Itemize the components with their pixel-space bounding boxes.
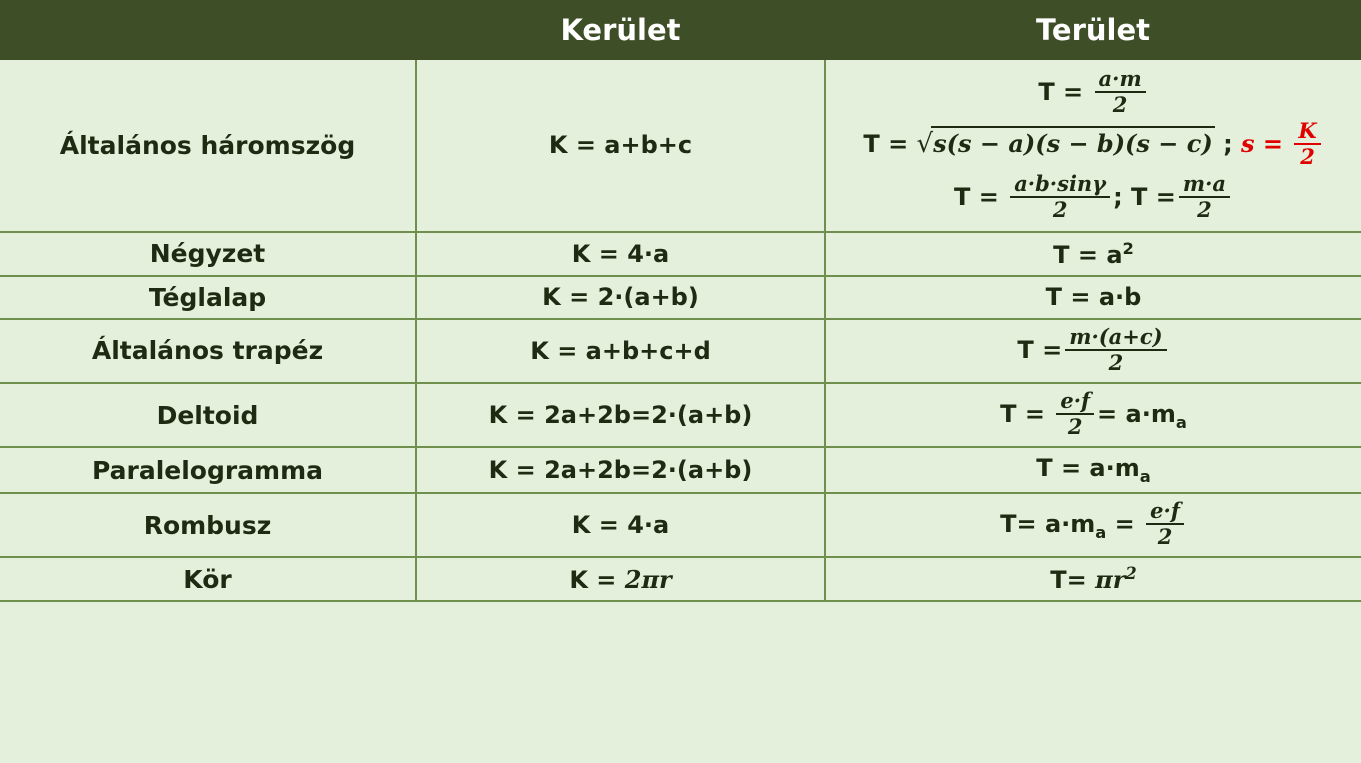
subscript-a: a	[1095, 523, 1107, 543]
fraction-absin-2	[1010, 172, 1110, 222]
table-row	[0, 493, 1361, 557]
table-row	[0, 319, 1361, 383]
fraction-numerator: m·a	[1179, 172, 1230, 198]
area-formula: $T = a^2$	[825, 232, 1361, 276]
fraction-am-2	[1095, 67, 1146, 117]
area-formula: $T= a\cdot m_a$ = $\frac{e\cdot f}{2}$	[825, 493, 1361, 557]
shape-name: Kör	[0, 557, 416, 601]
sqrt-icon: √	[916, 129, 934, 160]
symbol-T: T	[1053, 240, 1070, 269]
fraction-denominator: 2	[1197, 196, 1212, 222]
table-row	[0, 232, 1361, 276]
symbol-T: T	[863, 130, 880, 159]
symbol-T: T	[1038, 78, 1055, 107]
perimeter-formula: K = 2a+2b=2·(a+b)	[416, 447, 825, 493]
subscript-a: a	[1139, 467, 1151, 487]
symbol-T: T	[1000, 510, 1017, 539]
symbol-T: T	[1131, 182, 1148, 211]
fraction-denominator: 2	[1067, 414, 1083, 440]
area-formula: $T= \pi r^2$	[825, 557, 1361, 601]
pi-r-squared: πr	[1095, 565, 1126, 595]
radicand: s(s − a)(s − b)(s − c)	[931, 126, 1215, 158]
shape-name: Paralelogramma	[0, 447, 416, 493]
area-formula: T = $\frac{m\cdot(a+c)}{2}$	[825, 319, 1361, 383]
shape-name: Téglalap	[0, 276, 416, 319]
area-formula: $T = a\cdot m_a$	[825, 447, 1361, 493]
shape-name: Rombusz	[0, 493, 416, 557]
exponent: 2	[1125, 564, 1137, 584]
table-row	[0, 383, 1361, 447]
shape-name: Általános háromszög	[0, 60, 416, 232]
perimeter-formula: K = 2·(a+b)	[416, 276, 825, 319]
area-formula: T = $\frac{e\cdot f}{2}$ = $a\cdot m_a$	[825, 383, 1361, 447]
header-row	[0, 0, 1361, 60]
symbol-T: T	[1017, 335, 1034, 364]
fraction-m-a-plus-c-2	[1065, 325, 1166, 375]
exponent: 2	[1122, 238, 1134, 258]
perimeter-formula: K = 4·a	[416, 493, 825, 557]
perimeter-formula: K = 2πr	[416, 557, 825, 601]
fraction-numerator: a·m	[1095, 67, 1146, 93]
table-row	[0, 557, 1361, 601]
fraction-numerator: m·(a+c)	[1065, 325, 1166, 351]
perimeter-formula: K = a+b+c	[416, 60, 825, 232]
fraction-denominator: 2	[1112, 92, 1128, 118]
symbol-T: T	[954, 182, 971, 211]
header-perimeter: Kerület	[416, 0, 825, 60]
perimeter-formula: K = a+b+c+d	[416, 319, 825, 383]
two-pi-r: 2πr	[624, 564, 672, 594]
symbol-s: s	[1241, 129, 1255, 159]
area-formula-line-3: T = $\frac{a\cdot b\cdot\sin\gamma}{2}$ ; T = $\frac{m\cdot a}{2}$	[830, 173, 1357, 223]
table-row	[0, 447, 1361, 493]
table-body	[0, 60, 1361, 601]
area-formula: T = a·b	[825, 276, 1361, 319]
fraction-numerator: a·b·sinγ	[1010, 172, 1110, 198]
fraction-denominator: 2	[1300, 144, 1315, 170]
symbol-T: T	[1036, 454, 1053, 483]
header-area: Terület	[825, 0, 1361, 60]
table-row	[0, 60, 1361, 232]
shape-name: Deltoid	[0, 383, 416, 447]
fraction-denominator: 2	[1157, 524, 1173, 550]
fraction-ef-2	[1056, 389, 1094, 439]
area-formula-line-1: T = $\frac{a\cdot m}{2}$	[830, 68, 1357, 118]
symbol-T: T	[1000, 400, 1017, 429]
fraction-numerator: e·f	[1056, 389, 1094, 415]
subscript-a: a	[1175, 413, 1187, 433]
symbol-T: T	[1050, 566, 1067, 595]
fraction-denominator: 2	[1108, 349, 1124, 375]
fraction-ma-2	[1179, 172, 1230, 222]
area-formula	[825, 60, 1361, 232]
fraction-K-2	[1294, 119, 1320, 169]
fraction-denominator: 2	[1052, 196, 1068, 222]
fraction-numerator: K	[1294, 119, 1320, 145]
symbol-K: K	[569, 565, 588, 594]
table-row	[0, 276, 1361, 319]
shape-name: Általános trapéz	[0, 319, 416, 383]
fraction-numerator: e·f	[1146, 499, 1184, 525]
table-header	[0, 0, 1361, 60]
fraction-ef-2	[1146, 499, 1184, 549]
shape-name: Négyzet	[0, 232, 416, 276]
header-shape	[0, 0, 416, 60]
perimeter-formula: K = 4·a	[416, 232, 825, 276]
area-formula-line-2: T = √s(s − a)(s − b)(s − c) ; s = $\frac{K}{2}$	[830, 120, 1357, 170]
perimeter-formula: K = 2a+2b=2·(a+b)	[416, 383, 825, 447]
